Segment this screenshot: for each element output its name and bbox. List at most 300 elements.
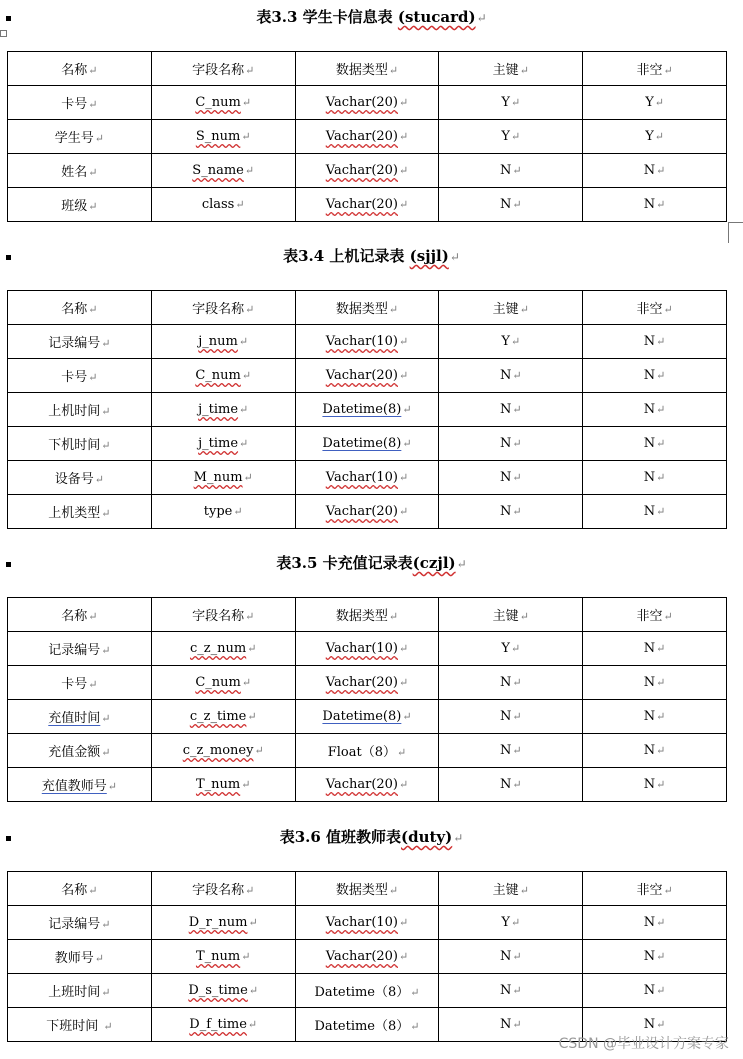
table-cell[interactable] [8,188,152,222]
return-mark-icon: ↵ [245,64,255,77]
return-mark-icon: ↵ [656,369,666,382]
table-cell[interactable] [151,632,295,666]
title-text: 表3.4 上机记录表 [283,247,410,265]
return-mark-icon: ↵ [88,884,98,897]
cell-text: N [499,1017,512,1032]
return-mark-icon: ↵ [101,986,111,999]
table-cell[interactable] [583,632,727,666]
return-mark-icon: ↵ [88,610,98,623]
cell-text: Vachar(10) [325,915,398,930]
return-mark-icon: ↵ [512,778,522,791]
return-mark-icon: ↵ [656,1018,666,1031]
cell-text: Vachar(10) [325,470,398,485]
header-cell[interactable] [295,291,439,325]
table-cell[interactable] [295,632,439,666]
header-cell[interactable] [8,52,152,86]
cell-text: c_z_money [182,743,254,758]
table-cell[interactable] [295,325,439,359]
return-mark-icon: ↵ [101,918,111,931]
table-row [8,632,727,666]
cell-text: Y [501,95,510,110]
return-mark-icon: ↵ [244,164,255,177]
return-mark-icon: ↵ [239,403,249,416]
cell-text: 字段名称 [192,302,245,317]
table-cell[interactable] [8,154,152,188]
cell-text: c_z_time [189,709,247,724]
header-cell[interactable] [151,52,295,86]
cell-text: Y [501,129,510,144]
return-mark-icon: ↵ [663,884,673,897]
return-mark-icon: ↵ [94,473,105,486]
table-cell[interactable] [8,393,152,427]
header-cell[interactable] [583,872,727,906]
return-mark-icon: ↵ [656,403,666,416]
table-cell[interactable] [583,495,727,529]
cell-text: Vachar(20) [325,95,398,110]
field-table [7,51,727,222]
table-cell[interactable] [439,120,583,154]
cell-text: N [643,709,656,724]
table-cell[interactable] [583,940,727,974]
return-mark-icon: ↵ [656,950,666,963]
return-mark-icon: ↵ [656,710,666,723]
table-cell[interactable] [8,666,152,700]
cell-text: 主键 [492,883,519,898]
header-cell[interactable] [8,598,152,632]
cell-text: N [643,470,656,485]
table-cell[interactable] [439,974,583,1008]
return-mark-icon: ↵ [402,710,412,723]
header-cell[interactable] [439,598,583,632]
table-cell[interactable] [151,461,295,495]
return-mark-icon: ↵ [512,744,522,757]
return-mark-icon: ↵ [94,952,105,965]
cell-text: N [643,983,656,998]
return-mark-icon: ↵ [656,164,666,177]
cell-text: Vachar(20) [325,197,398,212]
cell-text: C_num [195,95,241,110]
table-cell[interactable] [151,120,295,154]
return-mark-icon: ↵ [453,831,464,845]
table-cell[interactable] [8,1008,152,1042]
table-cell[interactable] [295,188,439,222]
cell-text: 卡号 [61,370,88,385]
field-table [7,597,727,802]
cell-text: 记录编号 [48,336,101,351]
table-cell[interactable] [8,632,152,666]
table-cell[interactable] [8,461,152,495]
cell-text: D_s_time [188,983,248,998]
paragraph-mark-icon [6,16,11,21]
header-cell[interactable] [439,291,583,325]
cell-text: N [643,949,656,964]
cell-text: Y [645,95,654,110]
cell-text: N [499,197,512,212]
table-cell[interactable] [439,495,583,529]
return-mark-icon: ↵ [656,984,666,997]
table-cell[interactable] [295,393,439,427]
table-cell[interactable] [295,495,439,529]
return-mark-icon: ↵ [243,471,253,484]
return-mark-icon: ↵ [388,610,399,623]
return-mark-icon: ↵ [656,916,666,929]
table-cell[interactable] [295,734,439,768]
table-cell[interactable] [151,768,295,802]
table-cell[interactable] [439,461,583,495]
table-cell[interactable] [151,393,295,427]
return-mark-icon: ↵ [510,642,521,655]
return-mark-icon: ↵ [654,130,664,143]
return-mark-icon: ↵ [656,505,666,518]
return-mark-icon: ↵ [512,505,522,518]
table-cell[interactable] [8,86,152,120]
return-mark-icon: ↵ [101,439,111,452]
table-cell[interactable] [439,906,583,940]
cell-text: C_num [195,675,241,690]
cell-text: N [499,368,512,383]
table-cell[interactable] [295,666,439,700]
header-cell[interactable] [583,598,727,632]
field-table [7,290,727,529]
table-row [8,120,727,154]
header-cell[interactable] [151,291,295,325]
cell-text: N [499,675,512,690]
return-mark-icon: ↵ [88,371,98,384]
return-mark-icon: ↵ [663,303,673,316]
cell-text: j_time [198,402,239,417]
table-cell[interactable] [583,666,727,700]
table-title [0,827,743,848]
table-cell[interactable] [439,86,583,120]
table-cell[interactable] [295,120,439,154]
table-cell[interactable] [151,1008,295,1042]
table-cell[interactable] [151,325,295,359]
table-cell[interactable] [8,325,152,359]
table-row [8,154,727,188]
table-cell[interactable] [151,154,295,188]
cell-text: N [643,641,656,656]
table-cell[interactable] [8,906,152,940]
return-mark-icon: ↵ [402,403,412,416]
cell-text: N [643,1017,656,1032]
cell-text: Vachar(10) [325,641,398,656]
table-row [8,325,727,359]
return-mark-icon: ↵ [399,676,409,689]
table-cell[interactable] [295,700,439,734]
cell-text: N [499,470,512,485]
table-cell[interactable] [583,393,727,427]
cell-text: 字段名称 [192,883,245,898]
return-mark-icon: ↵ [456,557,467,571]
return-mark-icon: ↵ [656,198,666,211]
return-mark-icon: ↵ [512,471,522,484]
table-cell[interactable] [583,325,727,359]
cell-text: 主键 [492,302,519,317]
cell-text: Y [645,129,654,144]
table-cell[interactable] [151,188,295,222]
table-cell[interactable] [295,940,439,974]
table-title [0,246,743,267]
return-mark-icon: ↵ [388,64,399,77]
cell-text: N [643,368,656,383]
cell-text: N [499,983,512,998]
table-row [8,734,727,768]
return-mark-icon: ↵ [101,712,111,725]
table-cell[interactable] [8,734,152,768]
table-cell[interactable] [295,461,439,495]
table-cell[interactable] [439,188,583,222]
header-cell[interactable] [439,52,583,86]
return-mark-icon: ↵ [88,200,98,213]
return-mark-icon: ↵ [245,610,255,623]
cell-text: N [643,197,656,212]
cell-text: class [201,197,235,212]
header-cell[interactable] [583,291,727,325]
cell-text: c_z_num [189,641,247,656]
return-mark-icon: ↵ [510,916,521,929]
table-cell[interactable] [295,427,439,461]
cell-text: j_num [198,334,238,349]
table-cell[interactable] [151,940,295,974]
table-cell[interactable] [439,427,583,461]
header-cell[interactable] [295,598,439,632]
cell-text: 充值教师号 [41,779,107,794]
table-cell[interactable] [439,325,583,359]
return-mark-icon: ↵ [399,335,409,348]
table-cell[interactable] [295,86,439,120]
table-cell[interactable] [583,359,727,393]
return-mark-icon: ↵ [510,335,521,348]
header-cell[interactable] [583,52,727,86]
return-mark-icon: ↵ [512,676,522,689]
return-mark-icon: ↵ [656,437,666,450]
table-cell[interactable] [583,154,727,188]
cell-text: C_num [195,368,241,383]
cell-text: 字段名称 [192,609,245,624]
table-cell[interactable] [151,495,295,529]
table-cell[interactable] [151,974,295,1008]
cell-text: 数据类型 [335,302,388,317]
cell-text: 上机类型 [48,506,101,521]
table-cell[interactable] [583,461,727,495]
cell-text: Datetime（8） [314,985,410,1000]
cell-text: S_num [195,129,241,144]
cell-text: Datetime(8) [322,709,402,724]
header-cell[interactable] [151,872,295,906]
return-mark-icon: ↵ [656,778,666,791]
return-mark-icon: ↵ [399,505,409,518]
cell-text: 卡号 [61,677,88,692]
return-mark-icon: ↵ [656,471,666,484]
return-mark-icon: ↵ [241,369,252,382]
return-mark-icon: ↵ [663,610,673,623]
table-cell[interactable] [583,427,727,461]
return-mark-icon: ↵ [399,950,409,963]
return-mark-icon: ↵ [399,198,409,211]
cell-text: 记录编号 [48,917,101,932]
table-cell[interactable] [295,1008,439,1042]
cell-text: N [643,777,656,792]
cell-text: type [203,504,233,519]
cell-text: N [643,436,656,451]
return-mark-icon: ↵ [410,986,420,999]
cell-text: 设备号 [54,472,94,487]
return-mark-icon: ↵ [88,98,98,111]
cell-text: Vachar(20) [325,949,398,964]
table-cell[interactable] [583,120,727,154]
return-mark-icon: ↵ [241,950,251,963]
cell-text: 非空 [636,883,663,898]
header-cell[interactable] [295,872,439,906]
table-cell[interactable] [439,940,583,974]
return-mark-icon: ↵ [512,710,522,723]
cell-text: 数据类型 [335,63,388,78]
return-mark-icon: ↵ [399,642,409,655]
return-mark-icon: ↵ [94,132,105,145]
cell-text: N [499,949,512,964]
return-mark-icon: ↵ [512,437,522,450]
return-mark-icon: ↵ [519,610,529,623]
cell-text: N [643,743,656,758]
return-mark-icon: ↵ [88,64,98,77]
return-mark-icon: ↵ [388,303,399,316]
table-cell[interactable] [583,974,727,1008]
table-cell[interactable] [8,974,152,1008]
table-cell[interactable] [583,906,727,940]
table-cell[interactable] [439,666,583,700]
cell-text: N [499,436,512,451]
return-mark-icon: ↵ [410,1020,420,1033]
cell-text: 上班时间 [48,985,101,1000]
table-cell[interactable] [151,86,295,120]
table-cell[interactable] [8,120,152,154]
table-cell[interactable] [295,768,439,802]
table-cell[interactable] [583,188,727,222]
table-cell[interactable] [8,495,152,529]
table-resize-handle-icon[interactable] [728,222,743,243]
cell-text: j_time [198,436,239,451]
table-cell[interactable] [8,359,152,393]
cell-text: N [643,334,656,349]
table-cell[interactable] [439,768,583,802]
header-cell[interactable] [151,598,295,632]
table-cell[interactable] [151,666,295,700]
return-mark-icon: ↵ [399,164,409,177]
return-mark-icon: ↵ [399,471,409,484]
table-cell[interactable] [439,700,583,734]
table-cell[interactable] [8,427,152,461]
table-header-row [8,52,727,86]
cell-text: Vachar(20) [325,129,398,144]
cell-text: M_num [193,470,243,485]
table-row [8,427,727,461]
cell-text: Datetime（8） [314,1019,410,1034]
cell-text: 非空 [636,302,663,317]
cell-text: 非空 [636,609,663,624]
table-cell[interactable] [295,154,439,188]
return-mark-icon: ↵ [512,1018,522,1031]
table-cell[interactable] [439,154,583,188]
table-cell[interactable] [583,768,727,802]
return-mark-icon: ↵ [101,644,111,657]
table-cell[interactable] [8,700,152,734]
cell-text: N [643,915,656,930]
table-cell[interactable] [151,359,295,393]
cell-text: Float（8） [327,745,397,760]
cell-text: 数据类型 [335,609,388,624]
table-cell[interactable] [8,940,152,974]
cell-text: 教师号 [54,951,94,966]
table-cell[interactable] [583,86,727,120]
cell-text: Y [501,641,510,656]
return-mark-icon: ↵ [241,96,252,109]
table-cell[interactable] [583,700,727,734]
return-mark-icon: ↵ [248,916,258,929]
cell-text: 主键 [492,63,519,78]
table-cell[interactable] [439,734,583,768]
field-table [7,871,727,1042]
table-move-handle-icon[interactable] [0,30,7,37]
return-mark-icon: ↵ [88,166,98,179]
table-cell[interactable] [439,632,583,666]
return-mark-icon: ↵ [101,507,111,520]
return-mark-icon: ↵ [241,778,251,791]
table-cell[interactable] [295,906,439,940]
return-mark-icon: ↵ [245,884,255,897]
table-cell[interactable] [151,734,295,768]
cell-text: 名称 [61,302,88,317]
cell-text: N [643,402,656,417]
return-mark-icon: ↵ [656,642,666,655]
table-cell[interactable] [151,700,295,734]
table-cell[interactable] [295,359,439,393]
table-cell[interactable] [583,734,727,768]
return-mark-icon: ↵ [512,984,522,997]
header-cell[interactable] [439,872,583,906]
cell-text: Vachar(10) [325,334,398,349]
return-mark-icon: ↵ [247,1018,258,1031]
return-mark-icon: ↵ [103,1020,113,1033]
return-mark-icon: ↵ [238,335,249,348]
return-mark-icon: ↵ [101,746,111,759]
table-title [0,553,743,574]
cell-text: S_name [192,163,244,178]
table-cell[interactable] [151,427,295,461]
cell-text: D_r_num [188,915,248,930]
header-cell[interactable] [8,291,152,325]
title-code: (stucard) [397,8,476,26]
table-header-row [8,598,727,632]
cell-text: Y [501,915,510,930]
watermark: CSDN @毕业设计方案专家 [558,1036,729,1052]
table-cell[interactable] [439,359,583,393]
return-mark-icon: ↵ [241,676,252,689]
table-title [0,7,743,28]
return-mark-icon: ↵ [656,744,666,757]
return-mark-icon: ↵ [88,303,98,316]
cell-text: 记录编号 [48,643,101,658]
header-cell[interactable] [295,52,439,86]
table-cell[interactable] [439,393,583,427]
return-mark-icon: ↵ [449,250,460,264]
return-mark-icon: ↵ [656,676,666,689]
table-cell[interactable] [8,768,152,802]
header-cell[interactable] [8,872,152,906]
return-mark-icon: ↵ [519,884,529,897]
table-cell[interactable] [295,974,439,1008]
table-cell[interactable] [151,906,295,940]
cell-text: 名称 [61,883,88,898]
